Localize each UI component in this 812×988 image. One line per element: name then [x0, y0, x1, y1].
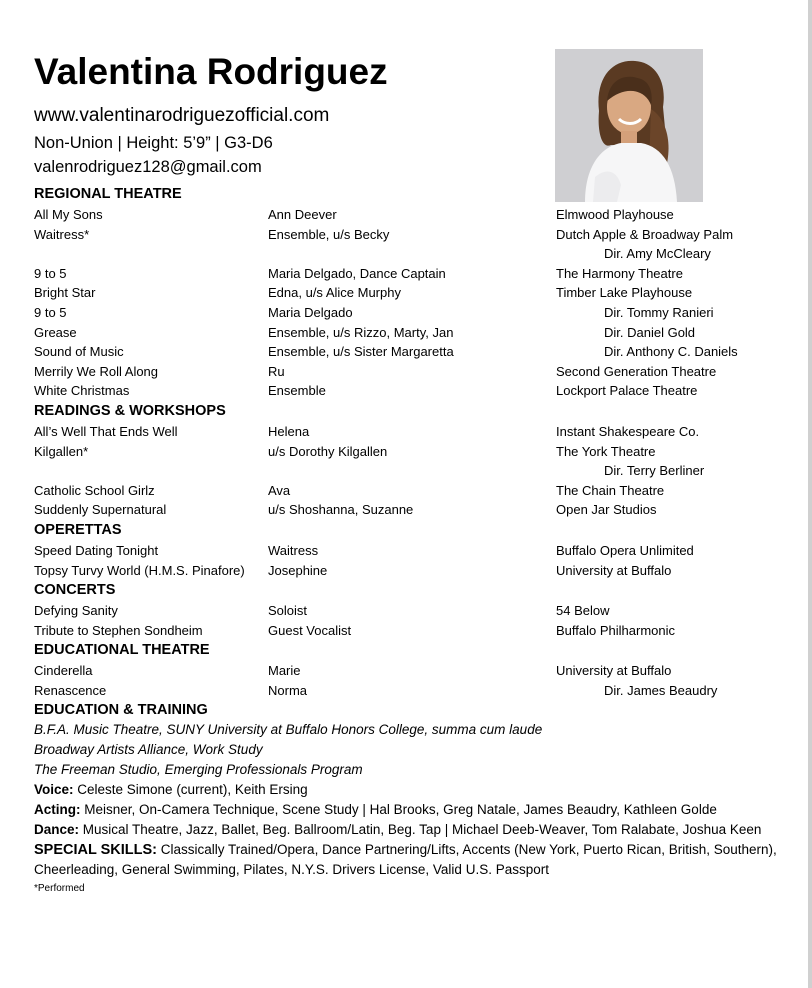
page-edge — [808, 0, 812, 988]
show-title: All’s Well That Ends Well — [34, 423, 178, 439]
show-title: Speed Dating Tonight — [34, 542, 159, 558]
show-title: 9 to 5 — [34, 304, 67, 320]
credit-row — [34, 283, 804, 303]
role: u/s Shoshanna, Suzanne — [268, 502, 414, 518]
role: Maria Delgado, Dance Captain — [268, 265, 446, 281]
credit-row — [34, 481, 804, 501]
credit-row — [34, 225, 804, 245]
director: Dir. Terry Berliner — [604, 463, 705, 479]
director: Dir. James Beaudry — [604, 682, 718, 698]
dance-label: Dance: — [34, 822, 80, 838]
acting-label: Acting: — [34, 802, 81, 818]
headshot-illustration — [555, 49, 703, 202]
acting-details: Meisner, On-Camera Technique, Scene Study | Hal Brooks, Greg Natale, James Beaudry, Kathleen Golde — [80, 802, 717, 818]
role: Helena — [268, 423, 310, 439]
website-link[interactable]: www.valentinarodriguezofficial.com — [34, 105, 330, 126]
role: Ensemble, u/s Sister Margaretta — [268, 344, 454, 360]
credit-row — [34, 461, 804, 481]
role: Edna, u/s Alice Murphy — [268, 285, 401, 301]
show-title: Defying Sanity — [34, 603, 118, 619]
role: Ensemble, u/s Becky — [268, 226, 390, 242]
show-title: 9 to 5 — [34, 265, 67, 281]
credit-row — [34, 681, 804, 701]
credit-row — [34, 500, 804, 520]
show-title: Cinderella — [34, 663, 93, 679]
credit-row — [34, 381, 804, 401]
venue: Dutch Apple & Broadway Palm — [556, 226, 734, 242]
show-title: Suddenly Supernatural — [34, 502, 167, 518]
show-title: Sound of Music — [34, 344, 124, 360]
show-title: Topsy Turvy World (H.M.S. Pinafore) — [34, 562, 245, 578]
credit-row — [34, 342, 804, 362]
program-line: The Freeman Studio, Emerging Professionals Program — [34, 762, 363, 778]
role: Marie — [268, 663, 301, 679]
role: Waitress — [268, 542, 319, 558]
readings-workshops-heading: READINGS & WORKSHOPS — [34, 402, 226, 419]
credit-row — [34, 541, 804, 561]
footnote: *Performed — [34, 883, 85, 895]
role: Ensemble, u/s Rizzo, Marty, Jan — [268, 324, 454, 340]
role: Ensemble — [268, 383, 326, 399]
role: Guest Vocalist — [268, 622, 352, 638]
actor-stats: Non-Union | Height: 5’9” | G3-D6 — [34, 134, 273, 152]
voice-training — [34, 780, 804, 800]
email-link[interactable]: valenrodriguez128@gmail.com — [34, 158, 262, 176]
show-title: Waitress* — [34, 226, 90, 242]
credit-row — [34, 422, 804, 442]
credit-row — [34, 442, 804, 462]
educational-theatre-heading: EDUCATIONAL THEATRE — [34, 642, 210, 659]
venue: The Harmony Theatre — [556, 265, 683, 281]
regional-theatre-heading: REGIONAL THEATRE — [34, 186, 182, 202]
role: Maria Delgado — [268, 304, 353, 320]
venue: Buffalo Opera Unlimited — [556, 542, 694, 558]
credit-row — [34, 362, 804, 382]
venue: University at Buffalo — [556, 562, 672, 578]
special-skills-text: Classically Trained/Opera, Dance Partnering/Lifts, Accents (New York, Puerto Rican, British, Southern), Cheerleading, General Swimming, Pilates, N.Y.S. Drivers License, Valid U.S. Passport — [34, 842, 777, 878]
director: Dir. Anthony C. Daniels — [604, 344, 738, 360]
role: Josephine — [268, 562, 328, 578]
show-title: Catholic School Girlz — [34, 482, 155, 498]
headshot-photo — [555, 49, 703, 202]
venue: Open Jar Studios — [556, 502, 657, 518]
actor-name: Valentina Rodriguez — [34, 51, 388, 92]
director: Dir. Daniel Gold — [604, 324, 696, 340]
role: Norma — [268, 682, 308, 698]
role: Ru — [268, 363, 285, 379]
role: u/s Dorothy Kilgallen — [268, 443, 388, 459]
venue: Second Generation Theatre — [556, 363, 717, 379]
credit-row — [34, 205, 804, 225]
voice-label: Voice: — [34, 782, 74, 798]
education-training-heading: EDUCATION & TRAINING — [34, 702, 208, 719]
dance-training — [34, 820, 804, 840]
venue: Buffalo Philharmonic — [556, 622, 675, 638]
director: Dir. Amy McCleary — [604, 246, 711, 262]
venue: The York Theatre — [556, 443, 656, 459]
venue: Timber Lake Playhouse — [556, 285, 693, 301]
credit-row — [34, 621, 804, 641]
credit-row — [34, 323, 804, 343]
venue: Elmwood Playhouse — [556, 207, 674, 222]
credit-row — [34, 601, 804, 621]
concerts-heading: CONCERTS — [34, 582, 116, 599]
credit-row — [34, 244, 804, 264]
special-skills-label: SPECIAL SKILLS: — [34, 842, 157, 859]
resume-sections — [34, 184, 804, 896]
credit-row — [34, 264, 804, 284]
credit-row — [34, 303, 804, 323]
operettas-heading: OPERETTAS — [34, 521, 122, 538]
venue: The Chain Theatre — [556, 482, 665, 498]
venue: University at Buffalo — [556, 663, 672, 679]
venue: 54 Below — [556, 603, 610, 619]
role: Soloist — [268, 603, 308, 619]
special-skills — [34, 840, 804, 880]
dance-details: Musical Theatre, Jazz, Ballet, Beg. Ballroom/Latin, Beg. Tap | Michael Deeb-Weaver, Tom Ralabate, Joshua Keen — [79, 822, 762, 838]
director: Dir. Tommy Ranieri — [604, 304, 714, 320]
role: Ann Deever — [268, 207, 337, 222]
show-title: Grease — [34, 324, 77, 340]
show-title: All My Sons — [34, 207, 103, 222]
credit-row — [34, 661, 804, 681]
show-title: White Christmas — [34, 383, 130, 399]
venue: Instant Shakespeare Co. — [556, 423, 700, 439]
show-title: Bright Star — [34, 285, 96, 301]
show-title: Tribute to Stephen Sondheim — [34, 622, 203, 638]
role: Ava — [268, 482, 291, 498]
voice-details: Celeste Simone (current), Keith Ersing — [73, 782, 308, 798]
show-title: Merrily We Roll Along — [34, 363, 159, 379]
degree-line: B.F.A. Music Theatre, SUNY University at Buffalo Honors College, summa cum laude — [34, 722, 543, 738]
venue: Lockport Palace Theatre — [556, 383, 698, 399]
show-title: Kilgallen* — [34, 443, 89, 459]
acting-training — [34, 800, 804, 820]
credit-row — [34, 561, 804, 581]
program-line: Broadway Artists Alliance, Work Study — [34, 742, 263, 758]
show-title: Renascence — [34, 682, 107, 698]
